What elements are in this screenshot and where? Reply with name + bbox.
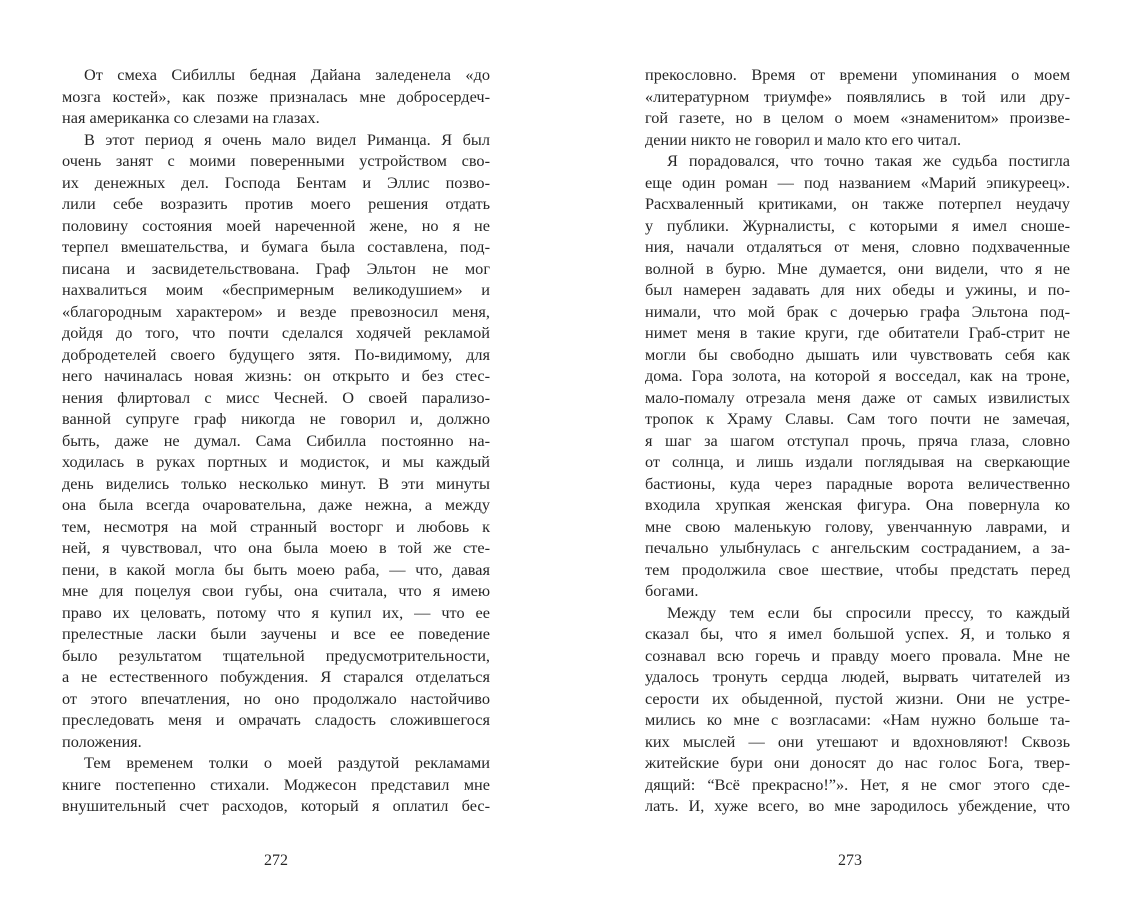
text-line: книге постепенно стихали. Моджесон представил мне	[62, 774, 490, 794]
text-line: нимет меня в такие круги, где обитатели Граб-стрит не	[645, 323, 1070, 342]
text-line: было результатом тщательной предусмотрительности,	[62, 645, 490, 665]
text-line: бастионы, куда через парадные ворота величественно	[645, 473, 1070, 493]
text-line: дойдя до того, что почти сделался ходячей рекламой	[62, 323, 490, 342]
text-line: добродетелей своего будущего зятя. По-видимому, для	[62, 344, 490, 364]
text-line: лать. И, хуже всего, во мне зародилось убеждение, что	[645, 796, 1070, 815]
text-line: тем, несмотря на мой странный восторг и любовь к	[62, 516, 490, 536]
text-line: их денежных дел. Господа Бентам и Эллис позво-	[62, 172, 490, 192]
text-line: у публики. Журналисты, с которыми я имел сноше-	[645, 215, 1070, 235]
text-line: волной в бурю. Мне думается, они видели, что я не	[645, 258, 1070, 278]
text-line: положения.	[62, 731, 142, 751]
right-page-text	[645, 64, 1070, 817]
text-line: Расхваленный критиками, он также потерпел неудачу	[645, 194, 1070, 213]
text-line: прекословно. Время от времени упоминания о моем	[645, 65, 1070, 84]
text-line: В этот период я очень мало видел Риманца. Я был	[84, 129, 490, 149]
text-line: сознавал всю горечь и правду моего провала. Мне не	[645, 645, 1070, 665]
page-number-right: 273	[838, 852, 862, 869]
text-line: мне для поцелуя свои губы, она считала, что я имею	[62, 581, 490, 600]
text-line: преследовать меня и омрачать сладость сложившегося	[62, 710, 490, 729]
text-line: него начиналась новая жизнь: он открыто и без стес-	[62, 366, 490, 385]
text-line: сказал бы, что я имел большой успех. Я, и только я	[645, 624, 1070, 643]
text-line: еще один роман — под названием «Марий эпикуреец».	[645, 172, 1070, 192]
text-line: ходилась в руках портных и модисток, и мы каждый	[62, 452, 490, 471]
page-number-left: 272	[264, 852, 288, 869]
text-line: половину состояния моей нареченной жене, но я не	[62, 215, 490, 235]
text-line: а не естественного побуждения. Я старался отделаться	[62, 667, 490, 686]
text-line: мились ко мне с возгласами: «Нам нужно больше та-	[645, 710, 1070, 729]
text-line: богами.	[645, 581, 699, 600]
text-line: удалось тронуть сердца людей, вырвать читателей из	[645, 667, 1070, 686]
text-line: внушительный счет расходов, который я оплатил бес-	[62, 796, 490, 815]
text-line: печально улыбнулась с ангельским состраданием, а за-	[645, 538, 1070, 557]
text-line: нения флиртовал с мисс Чесней. О своей парализо-	[62, 387, 490, 407]
text-line: быть, даже не думал. Сама Сибилла постоянно на-	[62, 430, 490, 450]
text-line: дящий: “Всё прекрасно!”». Нет, я не смог этого сде-	[645, 774, 1070, 794]
text-line: ванной супруге граф никогда не говорил и, должно	[62, 409, 490, 428]
text-line: я шаг за шагом отступал прочь, пряча глаза, словно	[645, 430, 1070, 450]
left-page-text	[62, 64, 490, 817]
text-line: она была всегда очаровательна, даже нежна, а между	[62, 495, 490, 514]
text-line: житейские бури они доносят до нас голос Бога, твер-	[645, 753, 1070, 772]
text-line: день виделись только несколько минут. В эти минуты	[62, 473, 490, 493]
text-line: дома. Гора золота, на которой я восседал, как на троне,	[645, 366, 1070, 385]
text-line: нимали, что мой брак с дочерью графа Эльтона под-	[645, 301, 1070, 321]
text-line: терпел вмешательства, и бумага была составлена, под-	[62, 237, 490, 256]
text-line: право их целовать, потому что я купил их, — что ее	[62, 602, 490, 622]
text-line: серости их обыденной, пустой жизни. Они не устре-	[645, 688, 1070, 708]
text-line: был намерен задавать для них обеды и ужины, и по-	[645, 280, 1070, 299]
text-line: от этого впечатления, но оно продолжало настойчиво	[62, 688, 490, 708]
text-line: От смеха Сибиллы бедная Дайана заледенела «до	[84, 65, 490, 84]
text-line: ная американка со слезами на глазах.	[62, 108, 320, 127]
text-line: ких мыслей — они утешают и вдохновляют! Сквозь	[645, 731, 1070, 751]
text-line: Между тем если бы спросили прессу, то каждый	[667, 602, 1070, 622]
text-line: лили себе возразить против моего решения отдать	[62, 194, 490, 213]
text-line: тропок к Храму Славы. Сам того почти не замечая,	[645, 409, 1070, 428]
text-line: ния, начали отдаляться от меня, словно подхваченные	[645, 237, 1070, 256]
text-line: от солнца, и лишь издали поглядывая на сверкающие	[645, 452, 1070, 471]
text-line: тем продолжила свое шествие, чтобы предстать перед	[645, 559, 1070, 579]
text-line: прелестные ласки были заучены и все ее поведение	[62, 624, 490, 643]
text-line: пени, в какой могла бы быть моею раба, — что, давая	[62, 559, 490, 579]
text-line: мне свою маленькую голову, увенчанную лаврами, и	[645, 516, 1070, 536]
text-line: мало-помалу отрезала меня даже от самых извилистых	[645, 387, 1070, 407]
text-line: Я порадовался, что точно такая же судьба постигла	[667, 151, 1070, 170]
text-line: входила хрупкая женская фигура. Она повернула ко	[645, 495, 1070, 514]
text-line: «благородным характером» и везде превозносил меня,	[62, 301, 490, 321]
text-line: очень занят с моими поверенными устройством сво-	[62, 151, 490, 170]
text-line: ней, я чувствовал, что она была моею в той же сте-	[62, 538, 490, 557]
text-line: дении никто не говорил и мало кто его читал.	[645, 129, 962, 149]
text-line: гой газете, но в целом о моем «знаменитом» произве-	[645, 108, 1070, 127]
text-line: писана и засвидетельствована. Граф Эльтон не мог	[62, 258, 490, 278]
text-line: Тем временем толки о моей раздутой рекламами	[84, 753, 490, 772]
text-line: нахвалиться моим «беспримерным великодушием» и	[62, 280, 490, 299]
text-line: «литературном триумфе» появлялись в той или дру-	[645, 86, 1070, 106]
text-line: могли бы свободно дышать или чувствовать себя как	[645, 344, 1070, 364]
text-line: мозга костей», как позже призналась мне добросердеч-	[62, 86, 490, 106]
